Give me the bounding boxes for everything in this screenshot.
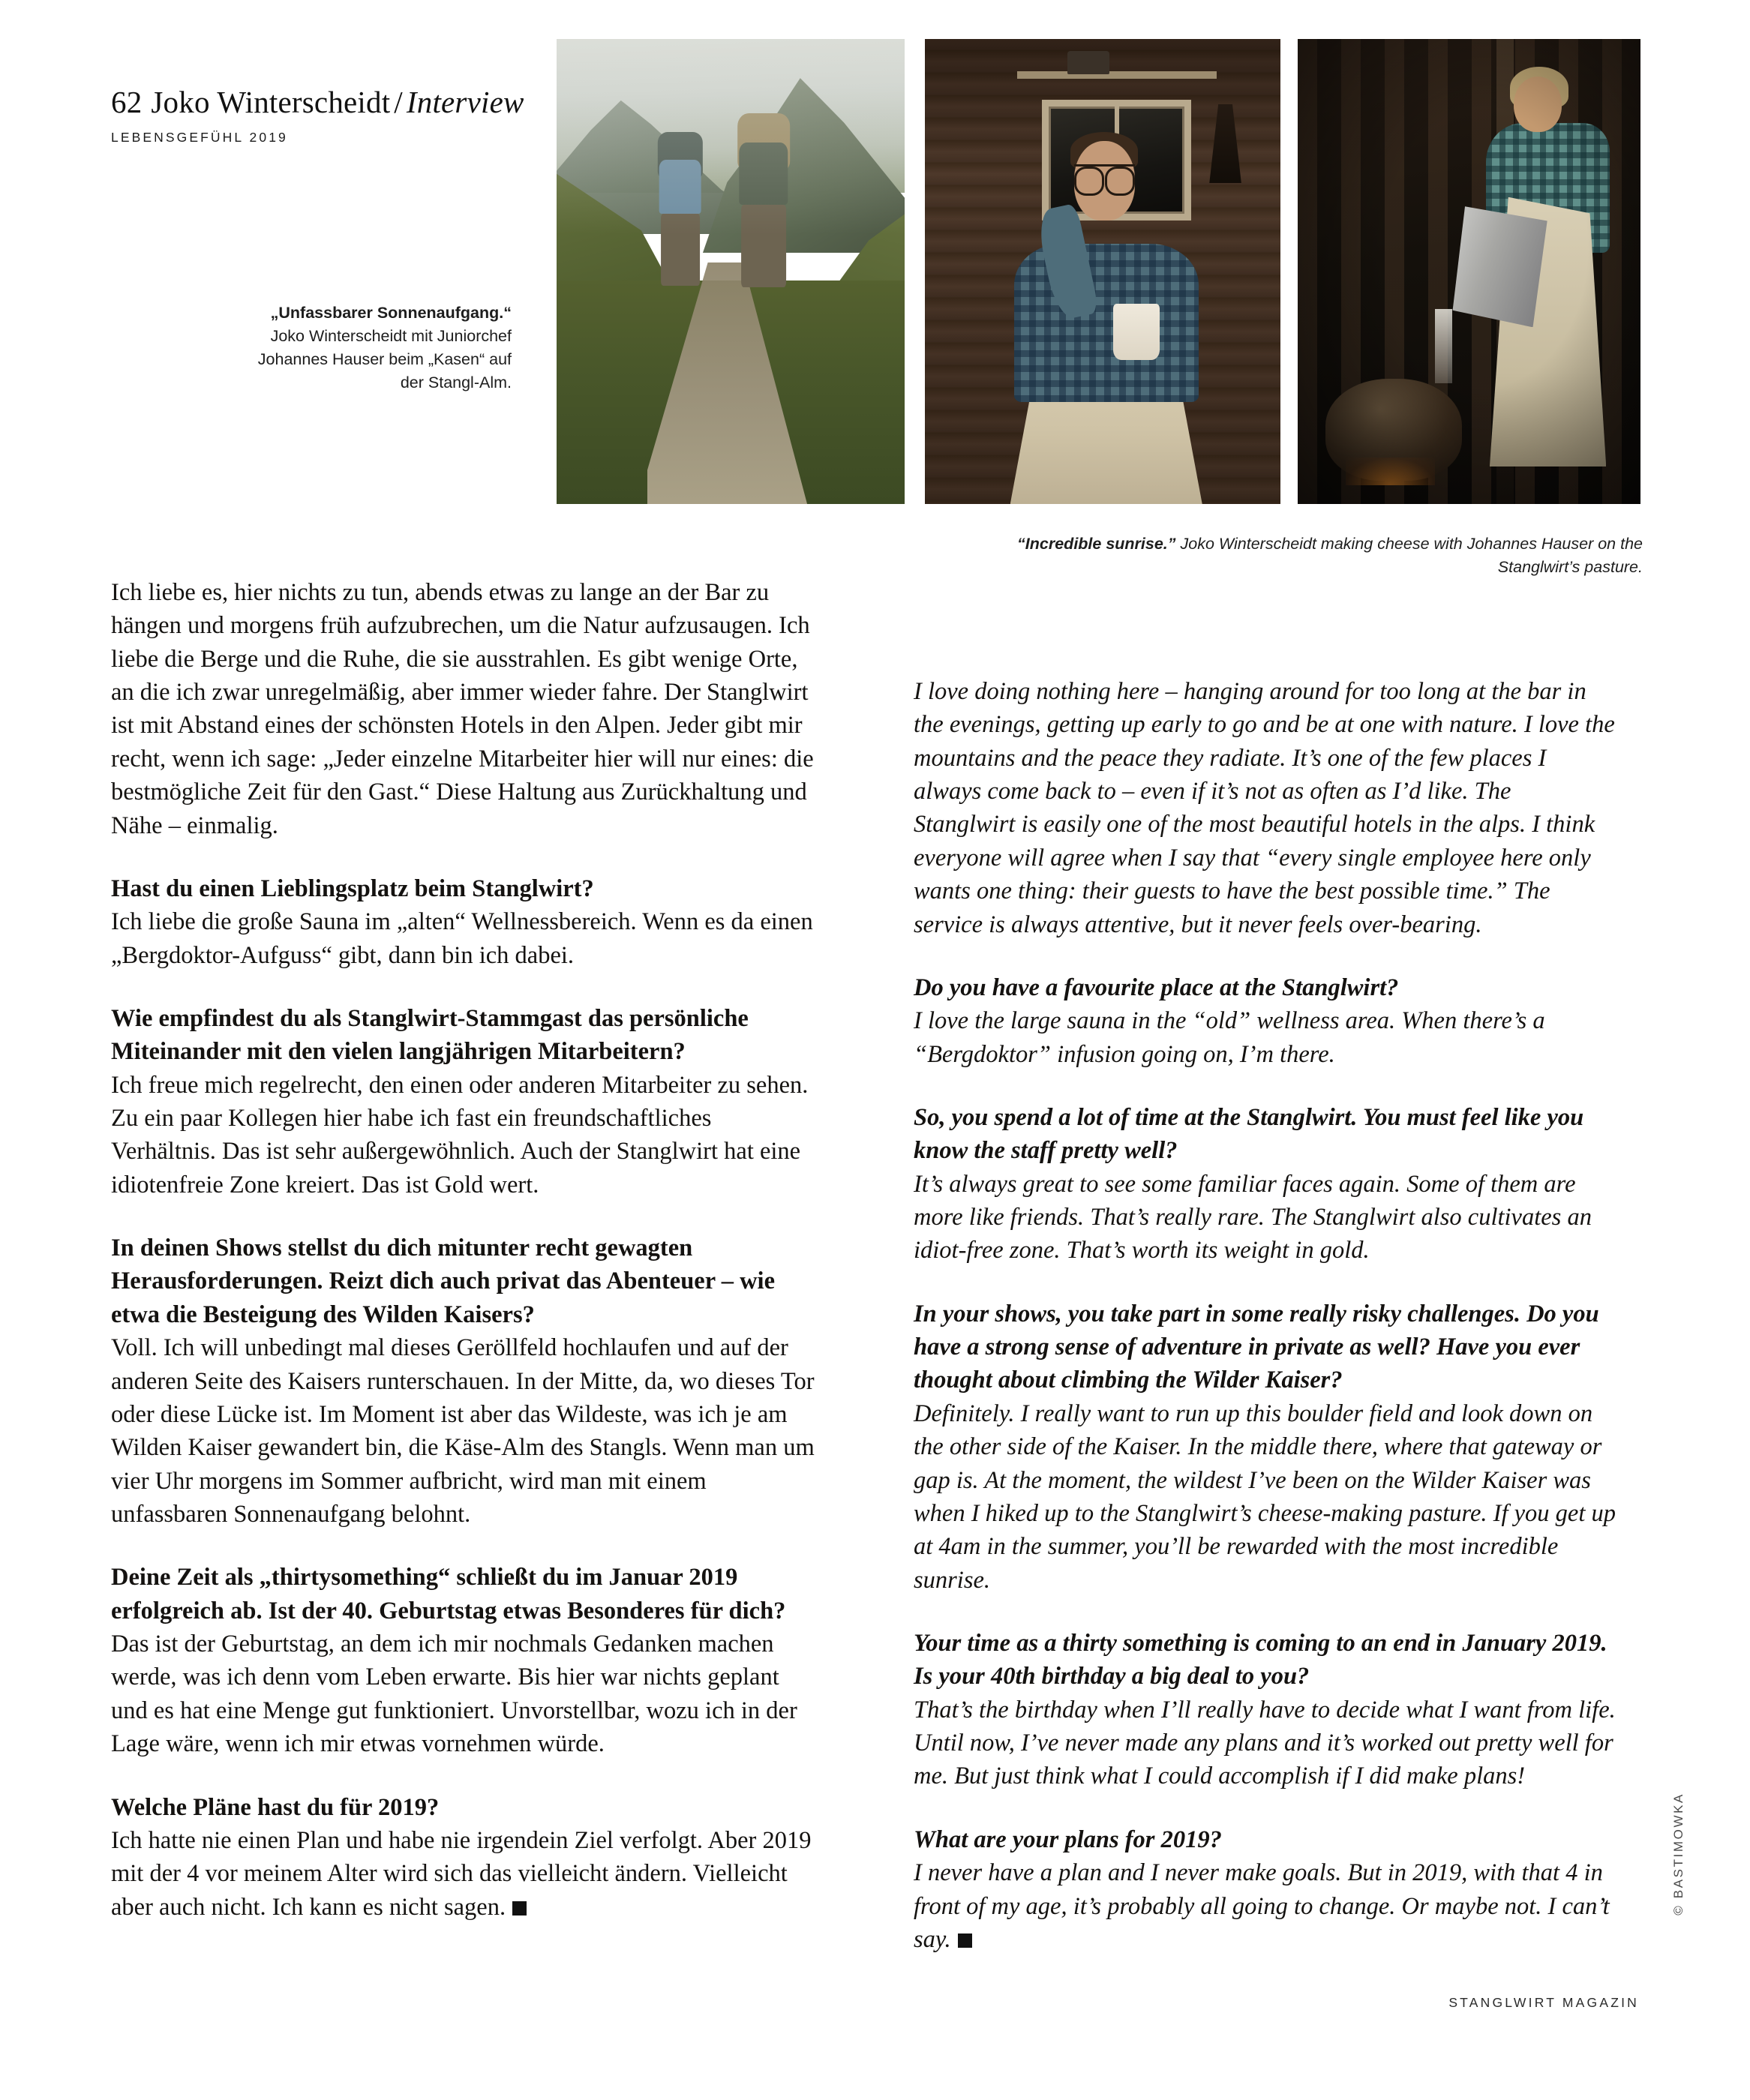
caption-german-body: Joko Winterscheidt mit Juniorchef Johannes Hauser beim „Kasen“ auf der Stangl-Alm.	[257, 326, 512, 392]
masthead-separator: /	[394, 85, 403, 119]
question: Deine Zeit als „thirtysomething“ schließt du im Januar 2019 erfolgreich ab. Ist der 40. Geburtstag etwas Besonderes für dich?	[111, 1564, 786, 1624]
photo-woman-pouring-milk-in-kitchen	[1298, 39, 1640, 504]
answer: That’s the birthday when I’ll really have to decide what I want from life. Until now, I’ve never made any plans and it’s worked out pretty well for me. But just think what I could accomplish if I did make plans!	[914, 1696, 1616, 1790]
shelf	[1017, 71, 1216, 79]
footer-magazine-name: STANGLWIRT MAGAZIN	[1448, 1995, 1639, 2010]
qa-block	[914, 971, 1617, 1071]
answer: It’s always great to see some familiar faces again. Some of them are more like friends. That’s really rare. The Stanglwirt also cultivates an idiot-free zone. That’s worth its weight in gold.	[914, 1170, 1592, 1264]
photo-man-tasting-cheese-at-hut	[925, 39, 1280, 504]
answer: I love the large sauna in the “old” wellness area. When there’s a “Bergdoktor” infusion going on, I’m there.	[914, 1007, 1545, 1068]
masthead-title: Joko Winterscheidt	[151, 85, 391, 119]
qa-block	[111, 1232, 815, 1531]
glasses-icon	[1074, 164, 1135, 183]
end-of-article-marker	[512, 1901, 527, 1916]
question: Welche Pläne hast du für 2019?	[111, 1793, 440, 1821]
qa-block	[111, 1791, 815, 1924]
intro-block	[111, 576, 815, 842]
caption-german	[233, 302, 512, 394]
masthead	[111, 84, 576, 146]
issue-line: LEBENSGEFÜHL 2019	[111, 130, 288, 145]
atmospheric-haze	[557, 39, 905, 504]
qa-block	[111, 1561, 815, 1760]
answer: Voll. Ich will unbedingt mal dieses Geröllfeld hochlaufen und auf der anderen Seite des Kaisers runterschauen. In der Mitte, da, wo dieses Tor oder diese Lücke ist. Im Moment ist aber das Wildeste, was ich je am Wilden Kaiser gewandert bin, die Käse-Alm des Stangls. Wenn man um vier Uhr morgens im Sommer aufbricht, wird man mit einem unfassbaren Sonnenaufgang belohnt.	[111, 1334, 815, 1528]
question: Do you have a favourite place at the Stanglwirt?	[914, 974, 1399, 1001]
intro-block	[914, 675, 1617, 941]
answer	[914, 1856, 1617, 1956]
qa-block	[111, 872, 815, 972]
photo-hikers-on-alpine-trail	[557, 39, 905, 504]
masthead-section: Interview	[406, 85, 524, 119]
answer-text: Ich hatte nie einen Plan und habe nie irgendein Ziel verfolgt. Aber 2019 mit der 4 vor meinem Alter wird sich das vielleicht ändern. Vielleicht aber auch nicht. Ich kann es nicht sagen.	[111, 1826, 812, 1921]
page-title	[111, 84, 576, 120]
pot-on-shelf	[1067, 51, 1110, 74]
qa-block	[914, 1627, 1617, 1793]
column-english	[914, 675, 1617, 1956]
question: In your shows, you take part in some really risky challenges. Do you have a strong sense of adventure in private as well? Have you ever thought about climbing the Wilder Kaiser?	[914, 1300, 1599, 1394]
cheese-bowl	[1113, 304, 1160, 359]
caption-english-lead: “Incredible sunrise.”	[1017, 535, 1176, 553]
qa-block	[111, 1002, 815, 1202]
qa-block	[914, 1298, 1617, 1597]
question: What are your plans for 2019?	[914, 1826, 1222, 1853]
end-of-article-marker	[958, 1934, 972, 1948]
question: So, you spend a lot of time at the Stanglwirt. You must feel like you know the staff pretty well?	[914, 1103, 1584, 1165]
answer-text: I never have a plan and I never make goals. But in 2019, with that 4 in front of my age, it’s probably all going to change. Or maybe not. I can’t say.	[914, 1859, 1610, 1953]
question: Hast du einen Lieblingsplatz beim Stanglwirt?	[111, 874, 594, 902]
caption-english	[990, 532, 1643, 580]
caption-english-body: Joko Winterscheidt making cheese with Johannes Hauser on the Stanglwirt’s pasture.	[1180, 535, 1643, 577]
qa-block	[914, 1101, 1617, 1268]
question: Wie empfindest du als Stanglwirt-Stammgast das persönliche Miteinander mit den vielen langjährigen Mitarbeitern?	[111, 1004, 749, 1066]
checked-shirt	[1014, 244, 1199, 402]
qa-block	[914, 1823, 1617, 1956]
answer	[111, 1824, 815, 1924]
intro-paragraph: Ich liebe es, hier nichts zu tun, abends etwas zu lange an der Bar zu hängen und morgens früh aufzubrechen, um die Natur aufzusaugen. Ich liebe die Berge und die Ruhe, die sie ausstrahlen. Es gibt wenige Orte, an die ich zwar unregelmäßig, aber immer wieder fahre. Der Stanglwirt ist mit Abstand eines der schönsten Hotels in den Alpen. Jeder gibt mir recht, wenn ich sage: „Jeder einzelne Mitarbeiter hier will nur eines: die bestmögliche Zeit für den Gast.“ Diese Haltung aus Zurückhaltung und Nähe – einmalig.	[111, 579, 814, 839]
column-german	[111, 576, 815, 1924]
question: Your time as a thirty something is coming to an end in January 2019. Is your 40th birthday a big deal to you?	[914, 1629, 1607, 1690]
intro-paragraph: I love doing nothing here – hanging around for too long at the bar in the evenings, getting up early to go and be at one with nature. I love the mountains and the peace they radiate. It’s one of the few places I always come back to – even if it’s not as often as I’d like. The Stanglwirt is easily one of the most beautiful hotels in the alps. I think everyone will agree when I say that “every single employee here only wants one thing: their guests to have the best possible time.” The service is always attentive, but it never feels over-bearing.	[914, 678, 1615, 938]
answer: Definitely. I really want to run up this boulder field and look down on the other side of the Kaiser. In the middle there, where that gateway or gap is. At the moment, the wildest I’ve been on the Wilder Kaiser was when I hiked up to the Stanglwirt’s cheese-making pasture. If you get up at 4am in the summer, you’ll be rewarded with the most incredible sunrise.	[914, 1400, 1616, 1594]
answer: Ich freue mich regelrecht, den einen oder anderen Mitarbeiter zu sehen. Zu ein paar Kollegen hier habe ich fast ein freundschaftliches Verhältnis. Das ist sehr außergewöhnlich. Auch der Stanglwirt hat eine idiotenfreie Zone kreiert. Das ist Gold wert.	[111, 1071, 809, 1198]
photo-credit: © BASTIMOWKA	[1671, 1792, 1685, 1916]
vignette	[1298, 39, 1640, 504]
folio-number: 62	[111, 85, 143, 119]
question: In deinen Shows stellst du dich mitunter recht gewagten Herausforderungen. Reizt dich auch privat das Abenteuer – wie etwa die Besteigung des Wilden Kaisers?	[111, 1234, 775, 1328]
answer: Das ist der Geburtstag, an dem ich mir nochmals Gedanken machen werde, was ich denn vom Leben erwarte. Bis hier war nichts geplant und es hat eine Menge gut funktioniert. Unvorstellbar, wozu ich in der Lage wäre, wenn ich mir etwas vornehmen würde.	[111, 1630, 797, 1758]
caption-german-lead: „Unfassbarer Sonnenaufgang.“	[270, 304, 512, 322]
answer: Ich liebe die große Sauna im „alten“ Wellnessbereich. Wenn es da einen „Bergdoktor-Aufguss“ gibt, dann bin ich dabei.	[111, 908, 813, 969]
